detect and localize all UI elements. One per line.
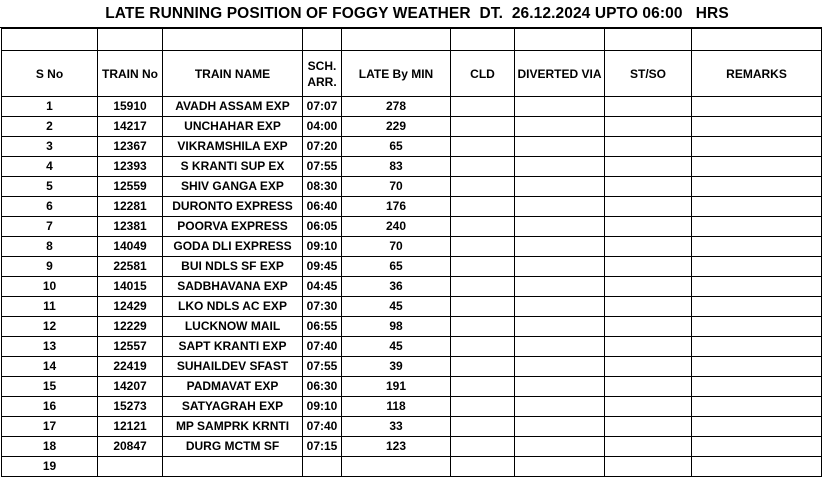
cell-sno[interactable]: 2 bbox=[2, 117, 98, 137]
cell-sno[interactable]: 13 bbox=[2, 337, 98, 357]
table-row bbox=[2, 437, 822, 457]
cell-diverted-via[interactable] bbox=[515, 297, 605, 317]
cell-st-so[interactable] bbox=[605, 417, 692, 437]
cell-diverted-via[interactable] bbox=[515, 237, 605, 257]
cell-late-by-min[interactable]: 39 bbox=[342, 357, 451, 377]
column-header-sch-arr[interactable] bbox=[303, 51, 342, 97]
cell-train-no[interactable]: 12559 bbox=[98, 177, 163, 197]
cell-cld[interactable] bbox=[451, 117, 515, 137]
cell-remarks[interactable] bbox=[692, 137, 822, 157]
cell-remarks[interactable] bbox=[692, 277, 822, 297]
cell-remarks[interactable] bbox=[692, 117, 822, 137]
cell-remarks[interactable] bbox=[692, 457, 822, 477]
column-header-train-no[interactable]: TRAIN No bbox=[98, 51, 163, 97]
cell-st-so[interactable] bbox=[605, 317, 692, 337]
table-row bbox=[2, 177, 822, 197]
cell-train-no[interactable]: 12557 bbox=[98, 337, 163, 357]
cell-remarks[interactable] bbox=[692, 317, 822, 337]
cell-late-by-min[interactable]: 83 bbox=[342, 157, 451, 177]
cell-sno[interactable]: 15 bbox=[2, 377, 98, 397]
cell-diverted-via[interactable] bbox=[515, 257, 605, 277]
table-row bbox=[2, 457, 822, 477]
cell-late-by-min[interactable]: 45 bbox=[342, 297, 451, 317]
cell-late-by-min[interactable]: 65 bbox=[342, 137, 451, 157]
cell-remarks[interactable] bbox=[692, 217, 822, 237]
cell-st-so[interactable] bbox=[605, 357, 692, 377]
cell-cld[interactable] bbox=[451, 297, 515, 317]
cell-remarks[interactable] bbox=[692, 257, 822, 277]
cell-diverted-via[interactable] bbox=[515, 417, 605, 437]
column-header-st-so[interactable]: ST/SO bbox=[605, 51, 692, 97]
cell-remarks[interactable] bbox=[692, 97, 822, 117]
cell-train-name[interactable]: SATYAGRAH EXP bbox=[163, 397, 303, 417]
cell-sch-arr[interactable]: 07:20 bbox=[303, 137, 342, 157]
sch-arr-label-line2: ARR. bbox=[307, 74, 337, 89]
cell-train-no[interactable]: 22581 bbox=[98, 257, 163, 277]
cell-train-no[interactable]: 14049 bbox=[98, 237, 163, 257]
cell-train-name[interactable]: LKO NDLS AC EXP bbox=[163, 297, 303, 317]
cell-diverted-via[interactable] bbox=[515, 357, 605, 377]
cell-sch-arr[interactable]: 07:07 bbox=[303, 97, 342, 117]
cell-train-no[interactable]: 14207 bbox=[98, 377, 163, 397]
cell-cld[interactable] bbox=[451, 397, 515, 417]
cell-late-by-min[interactable] bbox=[342, 457, 451, 477]
cell-late-by-min[interactable]: 123 bbox=[342, 437, 451, 457]
cell-train-no[interactable]: 12429 bbox=[98, 297, 163, 317]
cell-sno[interactable]: 10 bbox=[2, 277, 98, 297]
cell-diverted-via[interactable] bbox=[515, 337, 605, 357]
cell-diverted-via[interactable] bbox=[515, 137, 605, 157]
cell-sch-arr[interactable]: 06:05 bbox=[303, 217, 342, 237]
cell-train-no[interactable] bbox=[98, 457, 163, 477]
cell-cld[interactable] bbox=[451, 217, 515, 237]
cell-sch-arr[interactable]: 07:40 bbox=[303, 337, 342, 357]
table-row bbox=[2, 97, 822, 117]
cell-diverted-via[interactable] bbox=[515, 397, 605, 417]
cell-sno[interactable]: 12 bbox=[2, 317, 98, 337]
cell-remarks[interactable] bbox=[692, 397, 822, 417]
cell-sno[interactable]: 5 bbox=[2, 177, 98, 197]
cell-diverted-via[interactable] bbox=[515, 197, 605, 217]
cell-sno[interactable]: 19 bbox=[2, 457, 98, 477]
table-cell[interactable] bbox=[2, 29, 98, 51]
cell-sch-arr[interactable] bbox=[303, 457, 342, 477]
cell-st-so[interactable] bbox=[605, 137, 692, 157]
cell-remarks[interactable] bbox=[692, 197, 822, 217]
cell-st-so[interactable] bbox=[605, 157, 692, 177]
cell-train-no[interactable]: 15273 bbox=[98, 397, 163, 417]
cell-sno[interactable]: 1 bbox=[2, 97, 98, 117]
cell-sno[interactable]: 6 bbox=[2, 197, 98, 217]
cell-remarks[interactable] bbox=[692, 437, 822, 457]
column-header-late-by-min[interactable]: LATE By MIN bbox=[342, 51, 451, 97]
cell-st-so[interactable] bbox=[605, 257, 692, 277]
cell-train-name[interactable]: AVADH ASSAM EXP bbox=[163, 97, 303, 117]
cell-train-name[interactable]: MP SAMPRK KRNTI bbox=[163, 417, 303, 437]
column-header-remarks[interactable]: REMARKS bbox=[692, 51, 822, 97]
cell-cld[interactable] bbox=[451, 417, 515, 437]
sheet-title: LATE RUNNING POSITION OF FOGGY WEATHER DT. 26.12.2024 UPTO 06:00 HRS bbox=[0, 0, 822, 28]
cell-st-so[interactable] bbox=[605, 377, 692, 397]
cell-sno[interactable]: 9 bbox=[2, 257, 98, 277]
cell-late-by-min[interactable]: 98 bbox=[342, 317, 451, 337]
cell-st-so[interactable] bbox=[605, 297, 692, 317]
cell-train-name[interactable]: SAPT KRANTI EXP bbox=[163, 337, 303, 357]
cell-sch-arr[interactable]: 06:30 bbox=[303, 377, 342, 397]
cell-remarks[interactable] bbox=[692, 237, 822, 257]
cell-sno[interactable]: 17 bbox=[2, 417, 98, 437]
cell-sch-arr[interactable]: 09:10 bbox=[303, 397, 342, 417]
cell-sch-arr[interactable]: 07:30 bbox=[303, 297, 342, 317]
table-row bbox=[2, 357, 822, 377]
cell-remarks[interactable] bbox=[692, 357, 822, 377]
cell-train-no[interactable]: 22419 bbox=[98, 357, 163, 377]
cell-train-no[interactable]: 12381 bbox=[98, 217, 163, 237]
late-running-table bbox=[1, 28, 822, 477]
cell-train-no[interactable]: 12281 bbox=[98, 197, 163, 217]
cell-st-so[interactable] bbox=[605, 457, 692, 477]
cell-train-name[interactable]: SADBHAVANA EXP bbox=[163, 277, 303, 297]
column-header-cld[interactable]: CLD bbox=[451, 51, 515, 97]
cell-diverted-via[interactable] bbox=[515, 177, 605, 197]
cell-st-so[interactable] bbox=[605, 277, 692, 297]
cell-diverted-via[interactable] bbox=[515, 217, 605, 237]
table-cell[interactable] bbox=[303, 29, 342, 51]
cell-remarks[interactable] bbox=[692, 297, 822, 317]
cell-cld[interactable] bbox=[451, 437, 515, 457]
table-row bbox=[2, 317, 822, 337]
cell-train-name[interactable]: POORVA EXPRESS bbox=[163, 217, 303, 237]
column-header-sno[interactable]: S No bbox=[2, 51, 98, 97]
cell-remarks[interactable] bbox=[692, 377, 822, 397]
cell-sch-arr[interactable]: 07:55 bbox=[303, 157, 342, 177]
cell-cld[interactable] bbox=[451, 337, 515, 357]
cell-sno[interactable]: 4 bbox=[2, 157, 98, 177]
cell-train-no[interactable]: 14015 bbox=[98, 277, 163, 297]
cell-sno[interactable]: 7 bbox=[2, 217, 98, 237]
table-cell[interactable] bbox=[163, 29, 303, 51]
cell-sch-arr[interactable]: 08:30 bbox=[303, 177, 342, 197]
cell-cld[interactable] bbox=[451, 157, 515, 177]
cell-sch-arr[interactable]: 06:55 bbox=[303, 317, 342, 337]
table-row bbox=[2, 337, 822, 357]
cell-train-name[interactable]: SHIV GANGA EXP bbox=[163, 177, 303, 197]
cell-cld[interactable] bbox=[451, 357, 515, 377]
cell-train-name[interactable]: SUHAILDEV SFAST bbox=[163, 357, 303, 377]
cell-train-name[interactable]: PADMAVAT EXP bbox=[163, 377, 303, 397]
table-row bbox=[2, 297, 822, 317]
cell-sno[interactable]: 11 bbox=[2, 297, 98, 317]
table-cell[interactable] bbox=[98, 29, 163, 51]
table-row bbox=[2, 397, 822, 417]
cell-train-name[interactable]: DURONTO EXPRESS bbox=[163, 197, 303, 217]
cell-st-so[interactable] bbox=[605, 237, 692, 257]
cell-st-so[interactable] bbox=[605, 397, 692, 417]
header-row bbox=[2, 51, 822, 97]
table-row bbox=[2, 157, 822, 177]
cell-st-so[interactable] bbox=[605, 97, 692, 117]
cell-train-name[interactable]: VIKRAMSHILA EXP bbox=[163, 137, 303, 157]
cell-cld[interactable] bbox=[451, 277, 515, 297]
cell-diverted-via[interactable] bbox=[515, 117, 605, 137]
table-row bbox=[2, 197, 822, 217]
cell-st-so[interactable] bbox=[605, 437, 692, 457]
cell-st-so[interactable] bbox=[605, 217, 692, 237]
cell-train-name[interactable]: LUCKNOW MAIL bbox=[163, 317, 303, 337]
cell-late-by-min[interactable]: 278 bbox=[342, 97, 451, 117]
cell-late-by-min[interactable]: 240 bbox=[342, 217, 451, 237]
cell-diverted-via[interactable] bbox=[515, 277, 605, 297]
cell-cld[interactable] bbox=[451, 97, 515, 117]
cell-st-so[interactable] bbox=[605, 197, 692, 217]
table-cell[interactable] bbox=[451, 29, 515, 51]
table-cell[interactable] bbox=[515, 29, 605, 51]
cell-late-by-min[interactable]: 65 bbox=[342, 257, 451, 277]
cell-diverted-via[interactable] bbox=[515, 437, 605, 457]
cell-diverted-via[interactable] bbox=[515, 317, 605, 337]
cell-diverted-via[interactable] bbox=[515, 377, 605, 397]
cell-cld[interactable] bbox=[451, 377, 515, 397]
cell-sch-arr[interactable]: 09:45 bbox=[303, 257, 342, 277]
cell-cld[interactable] bbox=[451, 197, 515, 217]
cell-late-by-min[interactable]: 191 bbox=[342, 377, 451, 397]
cell-cld[interactable] bbox=[451, 457, 515, 477]
cell-sch-arr[interactable]: 07:55 bbox=[303, 357, 342, 377]
cell-sno[interactable]: 18 bbox=[2, 437, 98, 457]
cell-sno[interactable]: 3 bbox=[2, 137, 98, 157]
table-row bbox=[2, 257, 822, 277]
cell-late-by-min[interactable]: 70 bbox=[342, 177, 451, 197]
cell-train-no[interactable]: 12121 bbox=[98, 417, 163, 437]
cell-sch-arr[interactable]: 09:10 bbox=[303, 237, 342, 257]
cell-sch-arr[interactable]: 07:15 bbox=[303, 437, 342, 457]
cell-train-name[interactable]: DURG MCTM SF bbox=[163, 437, 303, 457]
cell-diverted-via[interactable] bbox=[515, 457, 605, 477]
table-row bbox=[2, 137, 822, 157]
blank-row bbox=[2, 29, 822, 51]
cell-train-no[interactable]: 14217 bbox=[98, 117, 163, 137]
cell-train-name[interactable]: UNCHAHAR EXP bbox=[163, 117, 303, 137]
cell-cld[interactable] bbox=[451, 257, 515, 277]
cell-remarks[interactable] bbox=[692, 417, 822, 437]
cell-diverted-via[interactable] bbox=[515, 97, 605, 117]
table-row bbox=[2, 277, 822, 297]
cell-remarks[interactable] bbox=[692, 177, 822, 197]
cell-remarks[interactable] bbox=[692, 157, 822, 177]
cell-cld[interactable] bbox=[451, 317, 515, 337]
cell-diverted-via[interactable] bbox=[515, 157, 605, 177]
cell-cld[interactable] bbox=[451, 237, 515, 257]
table-cell[interactable] bbox=[342, 29, 451, 51]
cell-cld[interactable] bbox=[451, 137, 515, 157]
cell-sno[interactable]: 8 bbox=[2, 237, 98, 257]
cell-late-by-min[interactable]: 45 bbox=[342, 337, 451, 357]
cell-cld[interactable] bbox=[451, 177, 515, 197]
cell-train-name[interactable]: BUI NDLS SF EXP bbox=[163, 257, 303, 277]
cell-late-by-min[interactable]: 176 bbox=[342, 197, 451, 217]
cell-train-no[interactable]: 15910 bbox=[98, 97, 163, 117]
cell-st-so[interactable] bbox=[605, 337, 692, 357]
cell-train-name[interactable] bbox=[163, 457, 303, 477]
cell-late-by-min[interactable]: 229 bbox=[342, 117, 451, 137]
cell-sno[interactable]: 14 bbox=[2, 357, 98, 377]
table-row bbox=[2, 217, 822, 237]
cell-train-name[interactable]: GODA DLI EXPRESS bbox=[163, 237, 303, 257]
cell-sch-arr[interactable]: 04:45 bbox=[303, 277, 342, 297]
cell-remarks[interactable] bbox=[692, 337, 822, 357]
table-row bbox=[2, 117, 822, 137]
cell-st-so[interactable] bbox=[605, 177, 692, 197]
table-row bbox=[2, 377, 822, 397]
cell-late-by-min[interactable]: 70 bbox=[342, 237, 451, 257]
cell-late-by-min[interactable]: 33 bbox=[342, 417, 451, 437]
cell-train-no[interactable]: 12393 bbox=[98, 157, 163, 177]
cell-sch-arr[interactable]: 07:40 bbox=[303, 417, 342, 437]
table-cell[interactable] bbox=[605, 29, 692, 51]
cell-train-no[interactable]: 12229 bbox=[98, 317, 163, 337]
table-cell[interactable] bbox=[692, 29, 822, 51]
cell-late-by-min[interactable]: 118 bbox=[342, 397, 451, 417]
table-row bbox=[2, 417, 822, 437]
cell-train-no[interactable]: 12367 bbox=[98, 137, 163, 157]
cell-late-by-min[interactable]: 36 bbox=[342, 277, 451, 297]
cell-sno[interactable]: 16 bbox=[2, 397, 98, 417]
column-header-diverted-via[interactable]: DIVERTED VIA bbox=[515, 51, 605, 97]
sch-arr-label-line1: SCH. bbox=[307, 58, 337, 73]
cell-sch-arr[interactable]: 06:40 bbox=[303, 197, 342, 217]
cell-sch-arr[interactable]: 04:00 bbox=[303, 117, 342, 137]
cell-train-no[interactable]: 20847 bbox=[98, 437, 163, 457]
table-row bbox=[2, 237, 822, 257]
column-header-train-name[interactable]: TRAIN NAME bbox=[163, 51, 303, 97]
cell-train-name[interactable]: S KRANTI SUP EX bbox=[163, 157, 303, 177]
cell-st-so[interactable] bbox=[605, 117, 692, 137]
